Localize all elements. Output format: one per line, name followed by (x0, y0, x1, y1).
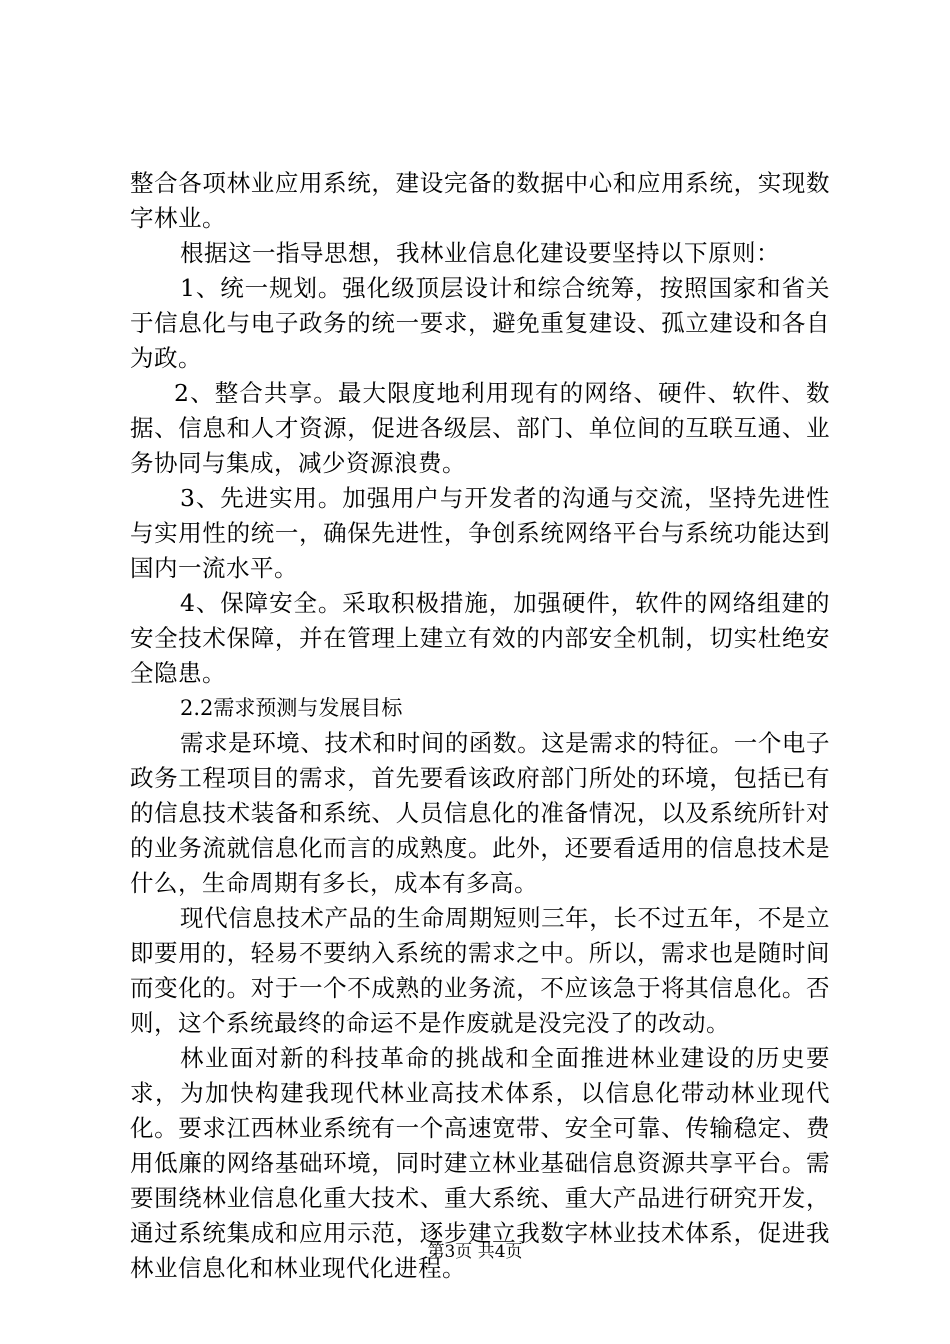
paragraph-continuation: 整合各项林业应用系统，建设完备的数据中心和应用系统，实现数字林业。 (130, 169, 830, 232)
paragraph-principles-intro: 根据这一指导思想，我林业信息化建设要坚持以下原则： (180, 239, 780, 267)
paragraph-forestry-goals: 林业面对新的科技革命的挑战和全面推进林业建设的历史要求，为加快构建我现代林业高技术体系，以信息化带动林业现代化。要求江西林业系统有一个高速宽带、安全可靠、传输稳定、费用低廉的网络基础环境，同时建立林业基础信息资源共享平台。需要围绕林业信息化重大技术、重大系统、重大产品进行研究开发，通过系统集成和应用示范，逐步建立我数字林业技术体系，促进我林业信息化和林业现代化进程。 (130, 1044, 830, 1282)
paragraph-lifecycle: 现代信息技术产品的生命周期短则三年，长不过五年，不是立即要用的，轻易不要纳入系统的需求之中。所以，需求也是随时间而变化的。对于一个不成熟的业务流，不应该急于将其信息化。否则，这个系统最终的命运不是作废就是没完没了的改动。 (130, 904, 830, 1037)
paragraph-principle-2: 2、整合共享。最大限度地利用现有的网络、硬件、软件、数据、信息和人才资源，促进各级层、部门、单位间的互联互通、业务协同与集成，减少资源浪费。 (130, 379, 830, 477)
paragraph-principle-3: 3、先进实用。加强用户与开发者的沟通与交流，坚持先进性与实用性的统一，确保先进性，争创系统网络平台与系统功能达到国内一流水平。 (130, 484, 830, 582)
page-footer: 第3页 共4页 (427, 1242, 523, 1262)
paragraph-principle-4: 4、保障安全。采取积极措施，加强硬件，软件的网络组建的安全技术保障，并在管理上建立有效的内部安全机制，切实杜绝安全隐患。 (130, 589, 830, 687)
document-body (130, 166, 830, 1286)
section-heading: 2.2需求预测与发展目标 (180, 696, 403, 720)
paragraph-principle-1: 1、统一规划。强化级顶层设计和综合统筹，按照国家和省关于信息化与电子政务的统一要求，避免重复建设、孤立建设和各自为政。 (130, 274, 830, 372)
paragraph-demand: 需求是环境、技术和时间的函数。这是需求的特征。一个电子政务工程项目的需求，首先要看该政府部门所处的环境，包括已有的信息技术装备和系统、人员信息化的准备情况，以及系统所针对的业务流就信息化而言的成熟度。此外，还要看适用的信息技术是什么，生命周期有多长，成本有多高。 (130, 729, 830, 897)
